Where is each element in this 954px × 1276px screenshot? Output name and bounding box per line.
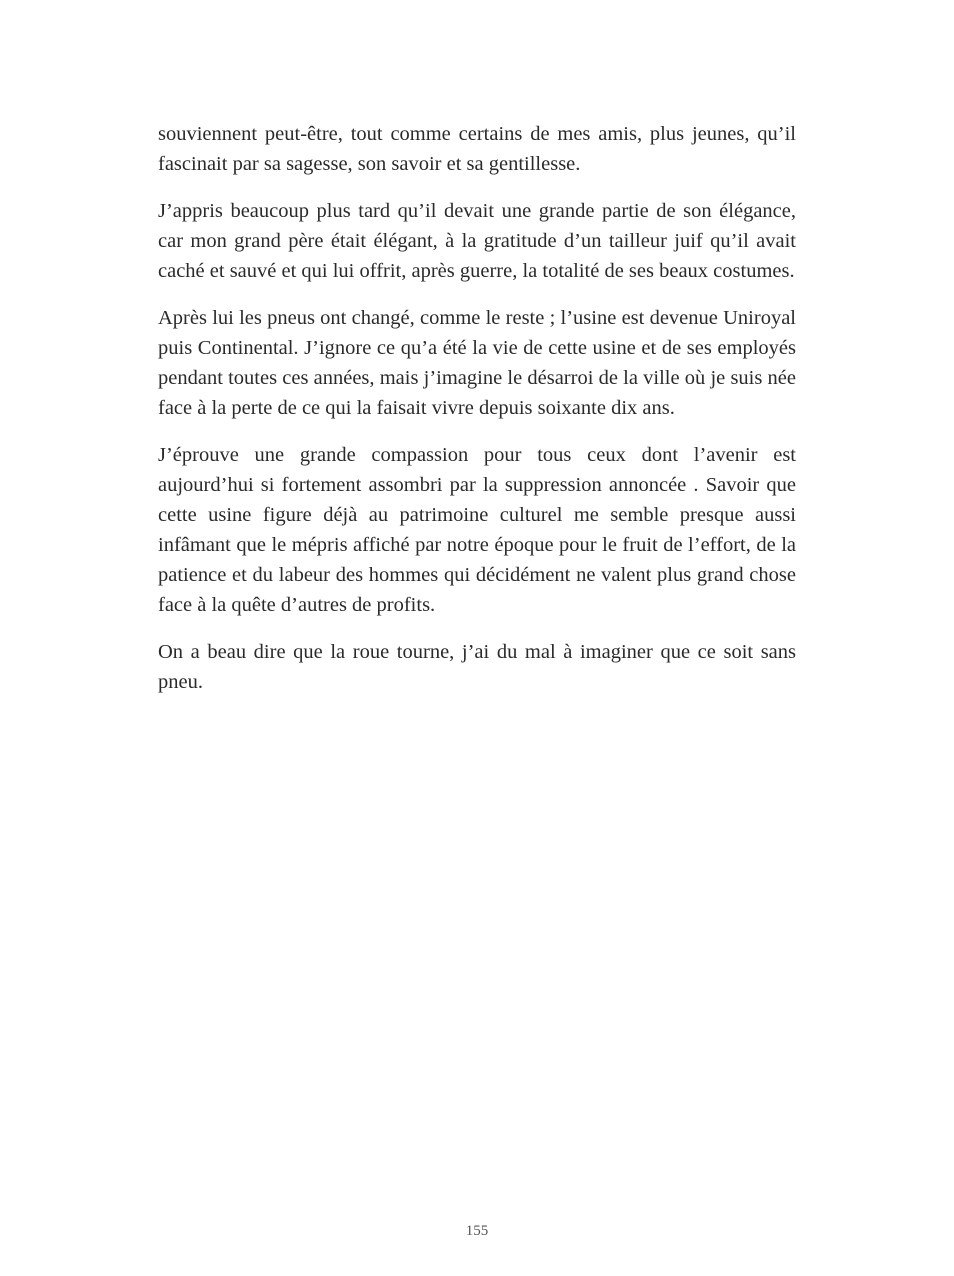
paragraph-3: Après lui les pneus ont changé, comme le reste ; l’usine est devenue Uniroyal puis Continental. J’ignore ce qu’a été la vie de cette usine et de ses employés pendant toutes ces années, mais j’imagine le désarroi de la ville où je suis née face à la perte de ce qui la faisait vivre depuis soixante dix ans. [158, 307, 796, 419]
body-text [158, 119, 796, 714]
page-number: 155 [465, 1223, 489, 1239]
paragraph-1: souviennent peut-être, tout comme certains de mes amis, plus jeunes, qu’il fascinait par sa sagesse, son savoir et sa gentillesse. [158, 123, 796, 175]
paragraph-5: On a beau dire que la roue tourne, j’ai du mal à imaginer que ce soit sans pneu. [158, 641, 796, 693]
paragraph-4: J’éprouve une grande compassion pour tous ceux dont l’avenir est aujourd’hui si fortement assombri par la suppression annoncée . Savoir que cette usine figure déjà au patrimoine culturel me semble presque aussi infâmant que le mépris affiché par notre époque pour le fruit de l’effort, de la patience et du labeur des hommes qui décidément ne valent plus grand chose face à la quête d’autres de profits. [158, 444, 796, 616]
paragraph-2: J’appris beaucoup plus tard qu’il devait une grande partie de son élégance, car mon grand père était élégant, à la gratitude d’un tailleur juif qu’il avait caché et sauvé et qui lui offrit, après guerre, la totalité de ses beaux costumes. [158, 200, 796, 282]
